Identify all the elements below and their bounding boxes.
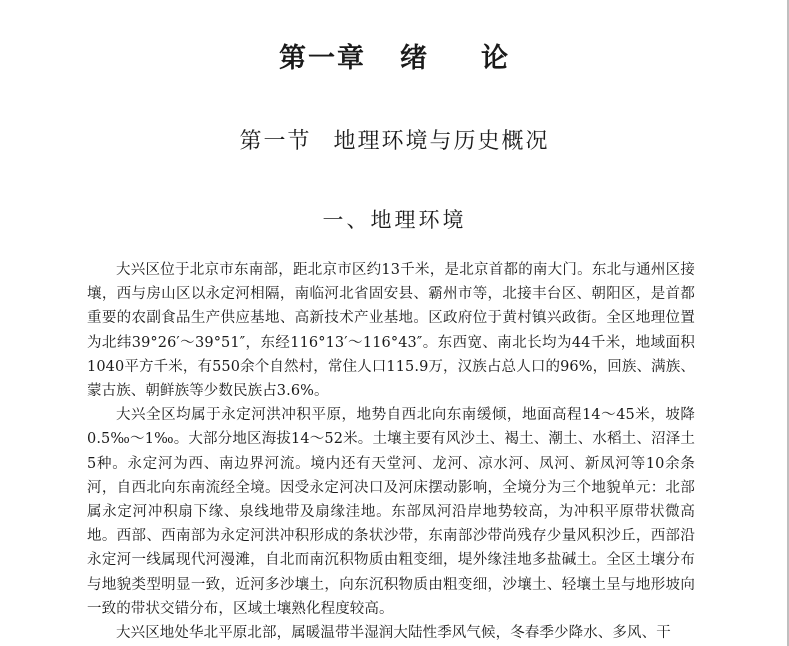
paragraph: 大兴区位于北京市东南部，距北京市区约13千米，是北京首都的南大门。东北与通州区接壤，西与房山区以永定河相隔，南临河北省固安县、霸州市等，北接丰台区、朝阳区，是首都重要的农副食品生产供应基地、高新技术产业基地。区政府位于黄村镇兴政街。全区地理位置为北纬39°26′～39°51″，东经116°13′～116°43″。东西宽、南北长均为44千米，地域面积1040平方千米，有550余个自然村，常住人口115.9万，汉族占总人口的96%，回族、满族、蒙古族、朝鲜族等少数民族占3.6%。	[87, 262, 695, 400]
chapter-prefix: 第一章	[279, 43, 366, 74]
body-text	[87, 258, 695, 645]
section-title	[0, 124, 789, 155]
chapter-title-char-1: 绪	[400, 43, 429, 74]
paragraph: 大兴全区均属于永定河洪冲积平原，地势自西北向东南缓倾，地面高程14～45米，坡降0.5‰～1‰。大部分地区海拔14～52米。土壤主要有风沙土、褐土、潮土、水稻土、沼泽土5种。永定河为西、南边界河流。境内还有天堂河、龙河、凉水河、凤河、新凤河等10余条河，自西北向东南流经全境。因受永定河决口及河床摆动影响，全境分为三个地貌单元：北部属永定河冲积扇下缘、泉线地带及扇缘洼地。东部凤河沿岸地势较高，为冲积平原带状微高地。西部、西南部为永定河洪冲积形成的条状沙带，东南部沙带尚残存少量风积沙丘，西部沿永定河一线属现代河漫滩，自北而南沉积物质由粗变细，堤外缘洼地多盐碱土。全区土壤分布与地貌类型明显一致，近河多沙壤土，向东沉积物质由粗变细，沙壤土、轻壤土呈与地形坡向一致的带状交错分布，区域土壤熟化程度较高。	[87, 407, 695, 617]
paragraph: 大兴区地处华北平原北部，属暖温带半湿润大陆性季风气候，冬春季少降水、多风、干	[116, 625, 671, 642]
section-title-text: 地理环境与历史概况	[333, 129, 550, 154]
chapter-title	[0, 36, 789, 75]
section-prefix: 第一节	[239, 129, 312, 154]
subsection-title: 一、地理环境	[322, 208, 467, 232]
chapter-title-char-2: 论	[481, 43, 510, 74]
